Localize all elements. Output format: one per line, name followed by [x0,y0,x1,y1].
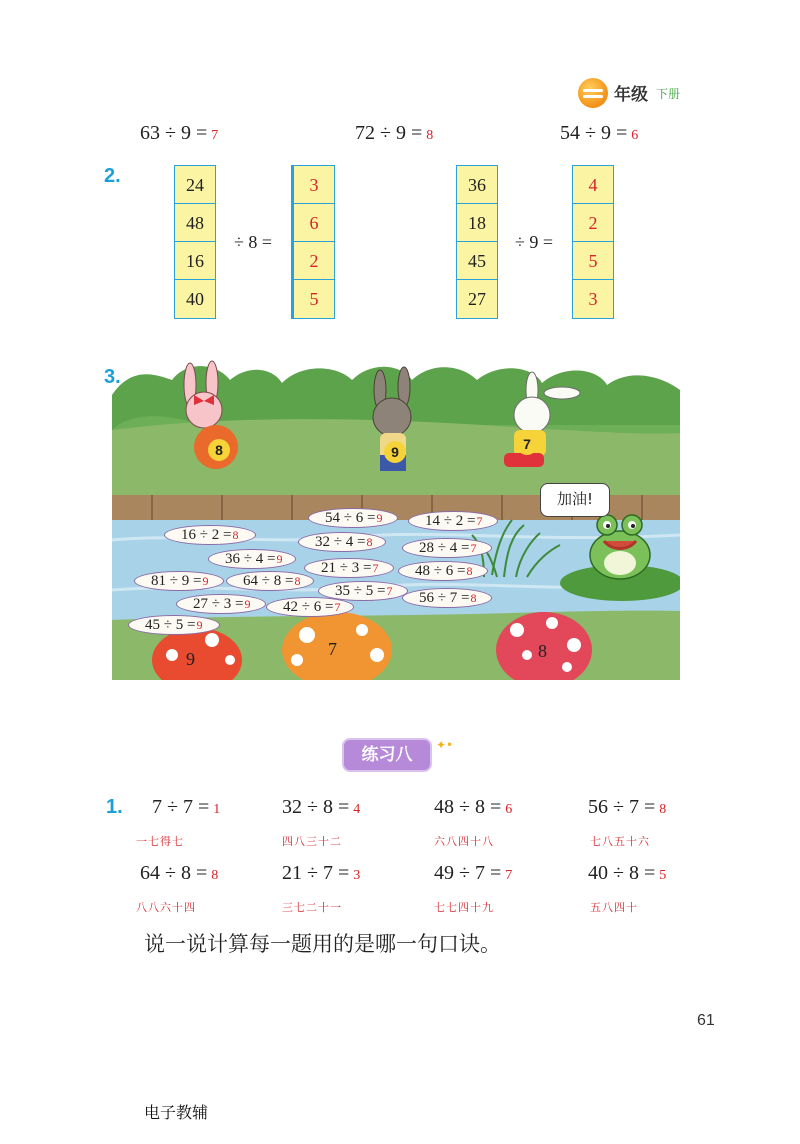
answer: 6 [631,128,639,143]
multiplication-rhyme: 七七四十九 [434,901,494,914]
stepping-stone: 45 ÷ 5 =9 [128,615,220,635]
stepping-stone: 35 ÷ 5 =7 [318,581,408,601]
stepping-stone: 64 ÷ 8 =8 [226,571,314,591]
answer-cell: 4 [573,166,613,204]
equation: 7 ÷ 7 = 1 [152,796,221,818]
stepping-stone: 42 ÷ 6 =7 [266,597,354,617]
answer-cell: 6 [294,204,334,242]
question-number: 1. [106,796,123,818]
multiplication-rhyme: 三七二十一 [282,901,342,914]
answer-cell: 3 [588,289,598,309]
stepping-stone: 81 ÷ 9 =9 [134,571,224,591]
stepping-stone: 36 ÷ 4 =9 [208,549,296,569]
multiplication-rhyme: 五八四十 [590,901,638,914]
mushroom-number: 9 [186,649,195,669]
answer-cell: 5 [573,242,613,280]
stepping-stone: 14 ÷ 2 =7 [408,511,498,531]
dividend-cell: 45 [457,242,497,280]
answer: 7 [211,128,219,143]
multiplication-rhyme: 四八三十二 [282,835,342,848]
grade-badge-icon [578,78,608,108]
stepping-stone: 27 ÷ 3 =9 [176,594,266,614]
equation: 40 ÷ 8 = 5 [588,862,667,884]
exercise-title: 练习八 [342,738,432,772]
operator-text: ÷ 9 = [515,232,554,252]
dividend-cell: 48 [175,204,215,242]
dividend-cell: 27 [468,289,486,309]
frog-speech-bubble: 加油! [540,483,610,517]
rabbit-number: 9 [384,441,406,463]
dividend-cell: 24 [175,166,215,204]
equation: 72 ÷ 9 = 8 [355,122,434,144]
answer-column [572,165,614,319]
dividend-column [174,165,216,319]
question-number: 2. [104,165,121,187]
equation: 49 ÷ 7 = 7 [434,862,513,884]
answer-cell: 3 [294,166,334,204]
stepping-stone: 48 ÷ 6 =8 [398,561,488,581]
stepping-stone: 16 ÷ 2 =8 [164,525,256,545]
answer-cell: 2 [294,242,334,280]
operator-text: ÷ 8 = [234,232,273,252]
equation: 32 ÷ 8 = 4 [282,796,361,818]
volume-label: 下册 [656,87,681,101]
equation: 64 ÷ 8 = 8 [140,862,219,884]
river-scene [112,355,680,680]
rabbit-number: 7 [516,433,538,455]
stepping-stone: 28 ÷ 4 =7 [402,538,492,558]
page-number: 61 [697,1012,715,1029]
equation: 63 ÷ 9 = 7 [140,122,219,144]
stepping-stone: 32 ÷ 4 =8 [298,532,386,552]
question-number: 3. [104,366,121,388]
dividend-cell: 40 [186,289,204,309]
sparkle-icon: ✦• [436,738,454,752]
stepping-stone: 56 ÷ 7 =8 [402,588,492,608]
grade-label: 年级 [614,85,648,105]
equation: 48 ÷ 8 = 6 [434,796,513,818]
instruction-text: 说一说计算每一题用的是哪一句口诀。 [144,932,501,956]
dividend-cell: 16 [175,242,215,280]
multiplication-rhyme: 八八六十四 [136,901,196,914]
rabbit-number: 8 [208,439,230,461]
answer-cell: 2 [573,204,613,242]
multiplication-rhyme: 一七得七 [136,835,184,848]
stepping-stone: 54 ÷ 6 =9 [308,508,398,528]
answer-cell: 5 [309,289,319,309]
mushroom-number: 8 [538,641,547,661]
multiplication-rhyme: 六八四十八 [434,835,494,848]
stepping-stone: 21 ÷ 3 =7 [304,558,394,578]
dividend-column [456,165,498,319]
equation: 21 ÷ 7 = 3 [282,862,361,884]
answer: 8 [426,128,434,143]
multiplication-rhyme: 七八五十六 [590,835,650,848]
dividend-cell: 36 [457,166,497,204]
equation: 54 ÷ 9 = 6 [560,122,639,144]
equation: 56 ÷ 7 = 8 [588,796,667,818]
answer-column [291,165,335,319]
footer-label: 电子教辅 [144,1103,209,1122]
mushroom-number: 7 [328,639,337,659]
dividend-cell: 18 [457,204,497,242]
